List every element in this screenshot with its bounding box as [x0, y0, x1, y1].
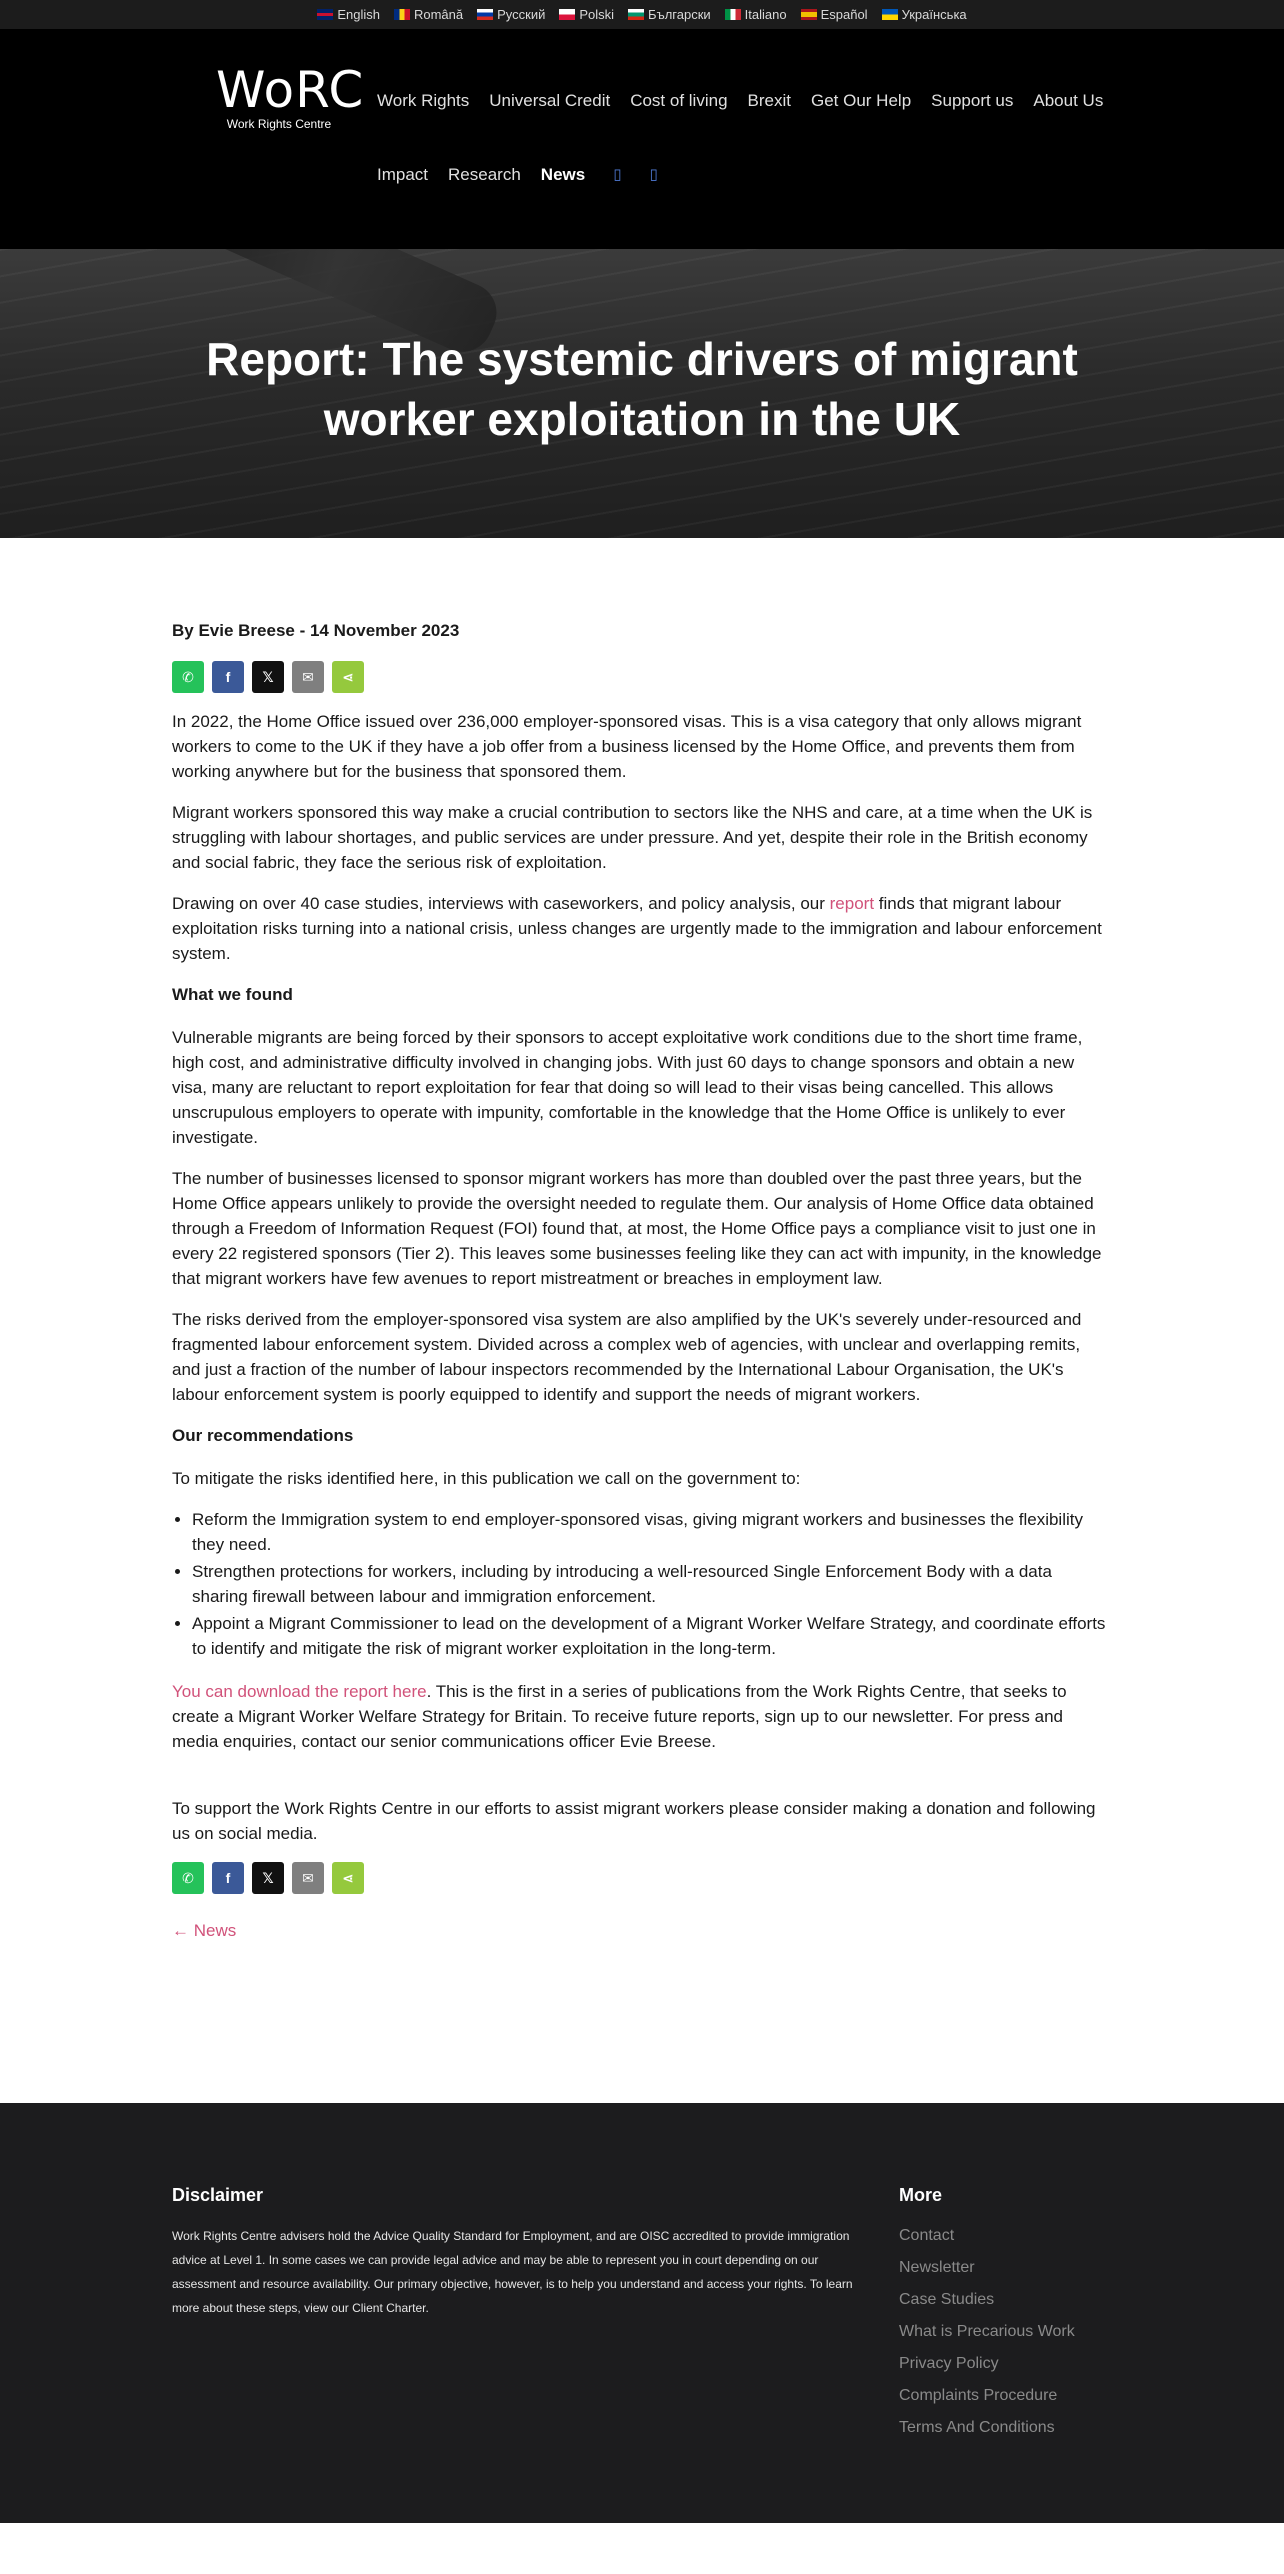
more-title: More: [899, 2185, 943, 2205]
bulgaria-flag-icon: [628, 9, 644, 20]
disclaimer-text: Work Rights Centre advisers hold the Advice Quality Standard for Employment, and are OISC accredited to provide immigration advice at Level 1. In some cases we can provide legal advice and may be able to represent you in court depending on our assessment and resource availability. Our primary objective, however, is to help you understand and access your rights. To learn more about these steps, view our Client Charter.: [172, 2229, 853, 2315]
language-bar: [0, 0, 1284, 29]
twitter-icon[interactable]: ▯: [649, 166, 658, 183]
article-body: [172, 618, 1112, 1943]
lang-ukrainian[interactable]: Українська: [882, 7, 967, 22]
report-link[interactable]: report: [829, 894, 875, 913]
footer-link-contact[interactable]: Contact: [899, 2227, 955, 2244]
poland-flag-icon: [559, 9, 575, 20]
email-icon[interactable]: ✉: [292, 1862, 324, 1894]
nav-cost-of-living[interactable]: Cost of living: [630, 91, 728, 110]
lang-polish[interactable]: Polski: [559, 7, 614, 22]
facebook-icon[interactable]: f: [212, 661, 244, 693]
share-buttons-top: [172, 661, 1112, 693]
lang-romana[interactable]: Română: [394, 7, 463, 22]
download-report-link[interactable]: You can download the report here: [172, 1682, 427, 1701]
facebook-icon[interactable]: f: [212, 1862, 244, 1894]
nav-brexit[interactable]: Brexit: [747, 91, 791, 110]
ukraine-flag-icon: [882, 9, 898, 20]
nav-get-our-help[interactable]: Get Our Help: [811, 91, 912, 110]
logo-subtitle: Work Rights Centre: [226, 117, 332, 131]
paragraph-4: Vulnerable migrants are being forced by their sponsors to accept exploitative work conditions due to the short time frame, high cost, and administrative difficulty involved in changing jobs. With just 60 days to change sponsors and obtain a new visa, many are reluctant to report exploitation for fear that doing so will lead to their visas being cancelled. This allows unscrupulous employers to operate with impunity, comfortable in the knowledge that the Home Office is unlikely to ever investigate.: [172, 1028, 1083, 1147]
facebook-icon[interactable]: ▯: [613, 166, 622, 183]
footer-more-links: [899, 2185, 1139, 2444]
footer-link-case-studies[interactable]: Case Studies: [899, 2291, 995, 2308]
nav-universal-credit[interactable]: Universal Credit: [489, 91, 611, 110]
lang-russian[interactable]: Русский: [477, 7, 545, 22]
nav-research[interactable]: Research: [448, 165, 521, 184]
lang-bulgarian[interactable]: Български: [628, 7, 711, 22]
hero-banner: [0, 249, 1284, 538]
footer-link-precarious-work[interactable]: What is Precarious Work: [899, 2323, 1075, 2340]
paragraph-9: To support the Work Rights Centre in our efforts to assist migrant workers please consider making a donation and following us on social media.: [172, 1799, 1096, 1843]
disclaimer-title: Disclaimer: [172, 2185, 264, 2205]
recommendations-list: [192, 1507, 1112, 1661]
page-title: Report: The systemic drivers of migrant worker exploitation in the UK: [206, 333, 1078, 445]
x-icon[interactable]: 𝕏: [252, 661, 284, 693]
paragraph-8: You can download the report here. This is the first in a series of publications from the Work Rights Centre, that seeks to create a Migrant Worker Welfare Strategy for Britain. To receive future reports, sign up to our newsletter. For press and media enquiries, contact our senior communications officer Evie Breese.: [172, 1682, 1067, 1751]
spain-flag-icon: [801, 9, 817, 20]
paragraph-6: The risks derived from the employer-sponsored visa system are also amplified by the UK's severely under-resourced and fragmented labour enforcement system. Divided across a complex web of agencies, with unclear and overlapping remits, and just a fraction of the number of labour inspectors recommended by the International Labour Organisation, the UK's labour enforcement system is poorly equipped to identify and support the needs of migrant workers.: [172, 1310, 1082, 1404]
site-header: [0, 29, 1284, 249]
paragraph-1: In 2022, the Home Office issued over 236,000 employer-sponsored visas. This is a visa category that only allows migrant workers to come to the UK if they have a job offer from a business licensed by the Home Office, and prevents them from working anywhere but for the business that sponsored them.: [172, 712, 1082, 781]
romania-flag-icon: [394, 9, 410, 20]
back-to-news-link[interactable]: ← News: [172, 1921, 237, 1940]
share-buttons-bottom: [172, 1862, 1112, 1894]
list-item: • Reform the Immigration system to end employer-sponsored visas, giving migrant workers and businesses the flexibility they need.: [192, 1507, 1112, 1557]
list-item: • Strengthen protections for workers, including by introducing a well-resourced Single Enforcement Body with a data sharing firewall between labour and immigration enforcement.: [192, 1559, 1112, 1609]
logo-wordmark: WoRC: [216, 61, 365, 119]
nav-support-us[interactable]: Support us: [931, 91, 1014, 110]
list-item: • Appoint a Migrant Commissioner to lead on the development of a Migrant Worker Welfare Strategy, and coordinate efforts to identify and mitigate the risk of migrant worker exploitation in the long-term.: [192, 1611, 1112, 1661]
article-byline: By Evie Breese - 14 November 2023: [172, 621, 460, 640]
nav-news[interactable]: News: [540, 165, 586, 184]
paragraph-7: To mitigate the risks identified here, in this publication we call on the government to:: [172, 1469, 801, 1488]
heading-our-recommendations: Our recommendations: [172, 1426, 354, 1445]
footer-link-privacy-policy[interactable]: Privacy Policy: [899, 2355, 999, 2372]
paragraph-5: The number of businesses licensed to sponsor migrant workers has more than doubled over the past three years, but the Home Office appears unlikely to provide the oversight needed to regulate them. Our analysis of Home Office data obtained through a Freedom of Information Request (FOI) found that, at most, the Home Office pays a compliance visit to just one in every 22 registered sponsors (Tier 2). This leaves some businesses feeling like they can act with impunity, in the knowledge that migrant workers have few avenues to report mistreatment or breaches in employment law.: [172, 1169, 1102, 1288]
lang-english[interactable]: English: [317, 7, 380, 22]
nav-impact[interactable]: Impact: [377, 165, 429, 184]
footer-link-terms[interactable]: Terms And Conditions: [899, 2419, 1055, 2436]
x-icon[interactable]: 𝕏: [252, 1862, 284, 1894]
email-icon[interactable]: ✉: [292, 661, 324, 693]
footer-disclaimer: [172, 2185, 862, 2320]
paragraph-2: Migrant workers sponsored this way make a crucial contribution to sectors like the NHS and care, at a time when the UK is struggling with labour shortages, and public services are under pressure. And yet, despite their role in the British economy and social fabric, they face the serious risk of exploitation.: [172, 803, 1093, 872]
main-nav-row-2: [377, 165, 658, 185]
italy-flag-icon: [725, 9, 741, 20]
site-footer: [0, 2103, 1284, 2523]
footer-link-newsletter[interactable]: Newsletter: [899, 2259, 975, 2276]
whatsapp-icon[interactable]: ✆: [172, 661, 204, 693]
share-icon[interactable]: ⋖: [332, 661, 364, 693]
russia-flag-icon: [477, 9, 493, 20]
paragraph-3: Drawing on over 40 case studies, interviews with caseworkers, and policy analysis, our report finds that migrant labour exploitation risks turning into a national crisis, unless changes are urgently made to the immigration and labour enforcement system.: [172, 894, 1102, 963]
site-logo[interactable]: [216, 61, 365, 131]
lang-spanish[interactable]: Español: [801, 7, 868, 22]
whatsapp-icon[interactable]: ✆: [172, 1862, 204, 1894]
nav-about-us[interactable]: About Us: [1033, 91, 1104, 110]
nav-work-rights[interactable]: Work Rights: [377, 91, 470, 110]
main-nav-row-1: [377, 91, 1103, 111]
share-icon[interactable]: ⋖: [332, 1862, 364, 1894]
lang-italian[interactable]: Italiano: [725, 7, 787, 22]
footer-link-complaints[interactable]: Complaints Procedure: [899, 2387, 1058, 2404]
uk-flag-icon: [317, 9, 333, 20]
heading-what-we-found: What we found: [172, 985, 293, 1004]
